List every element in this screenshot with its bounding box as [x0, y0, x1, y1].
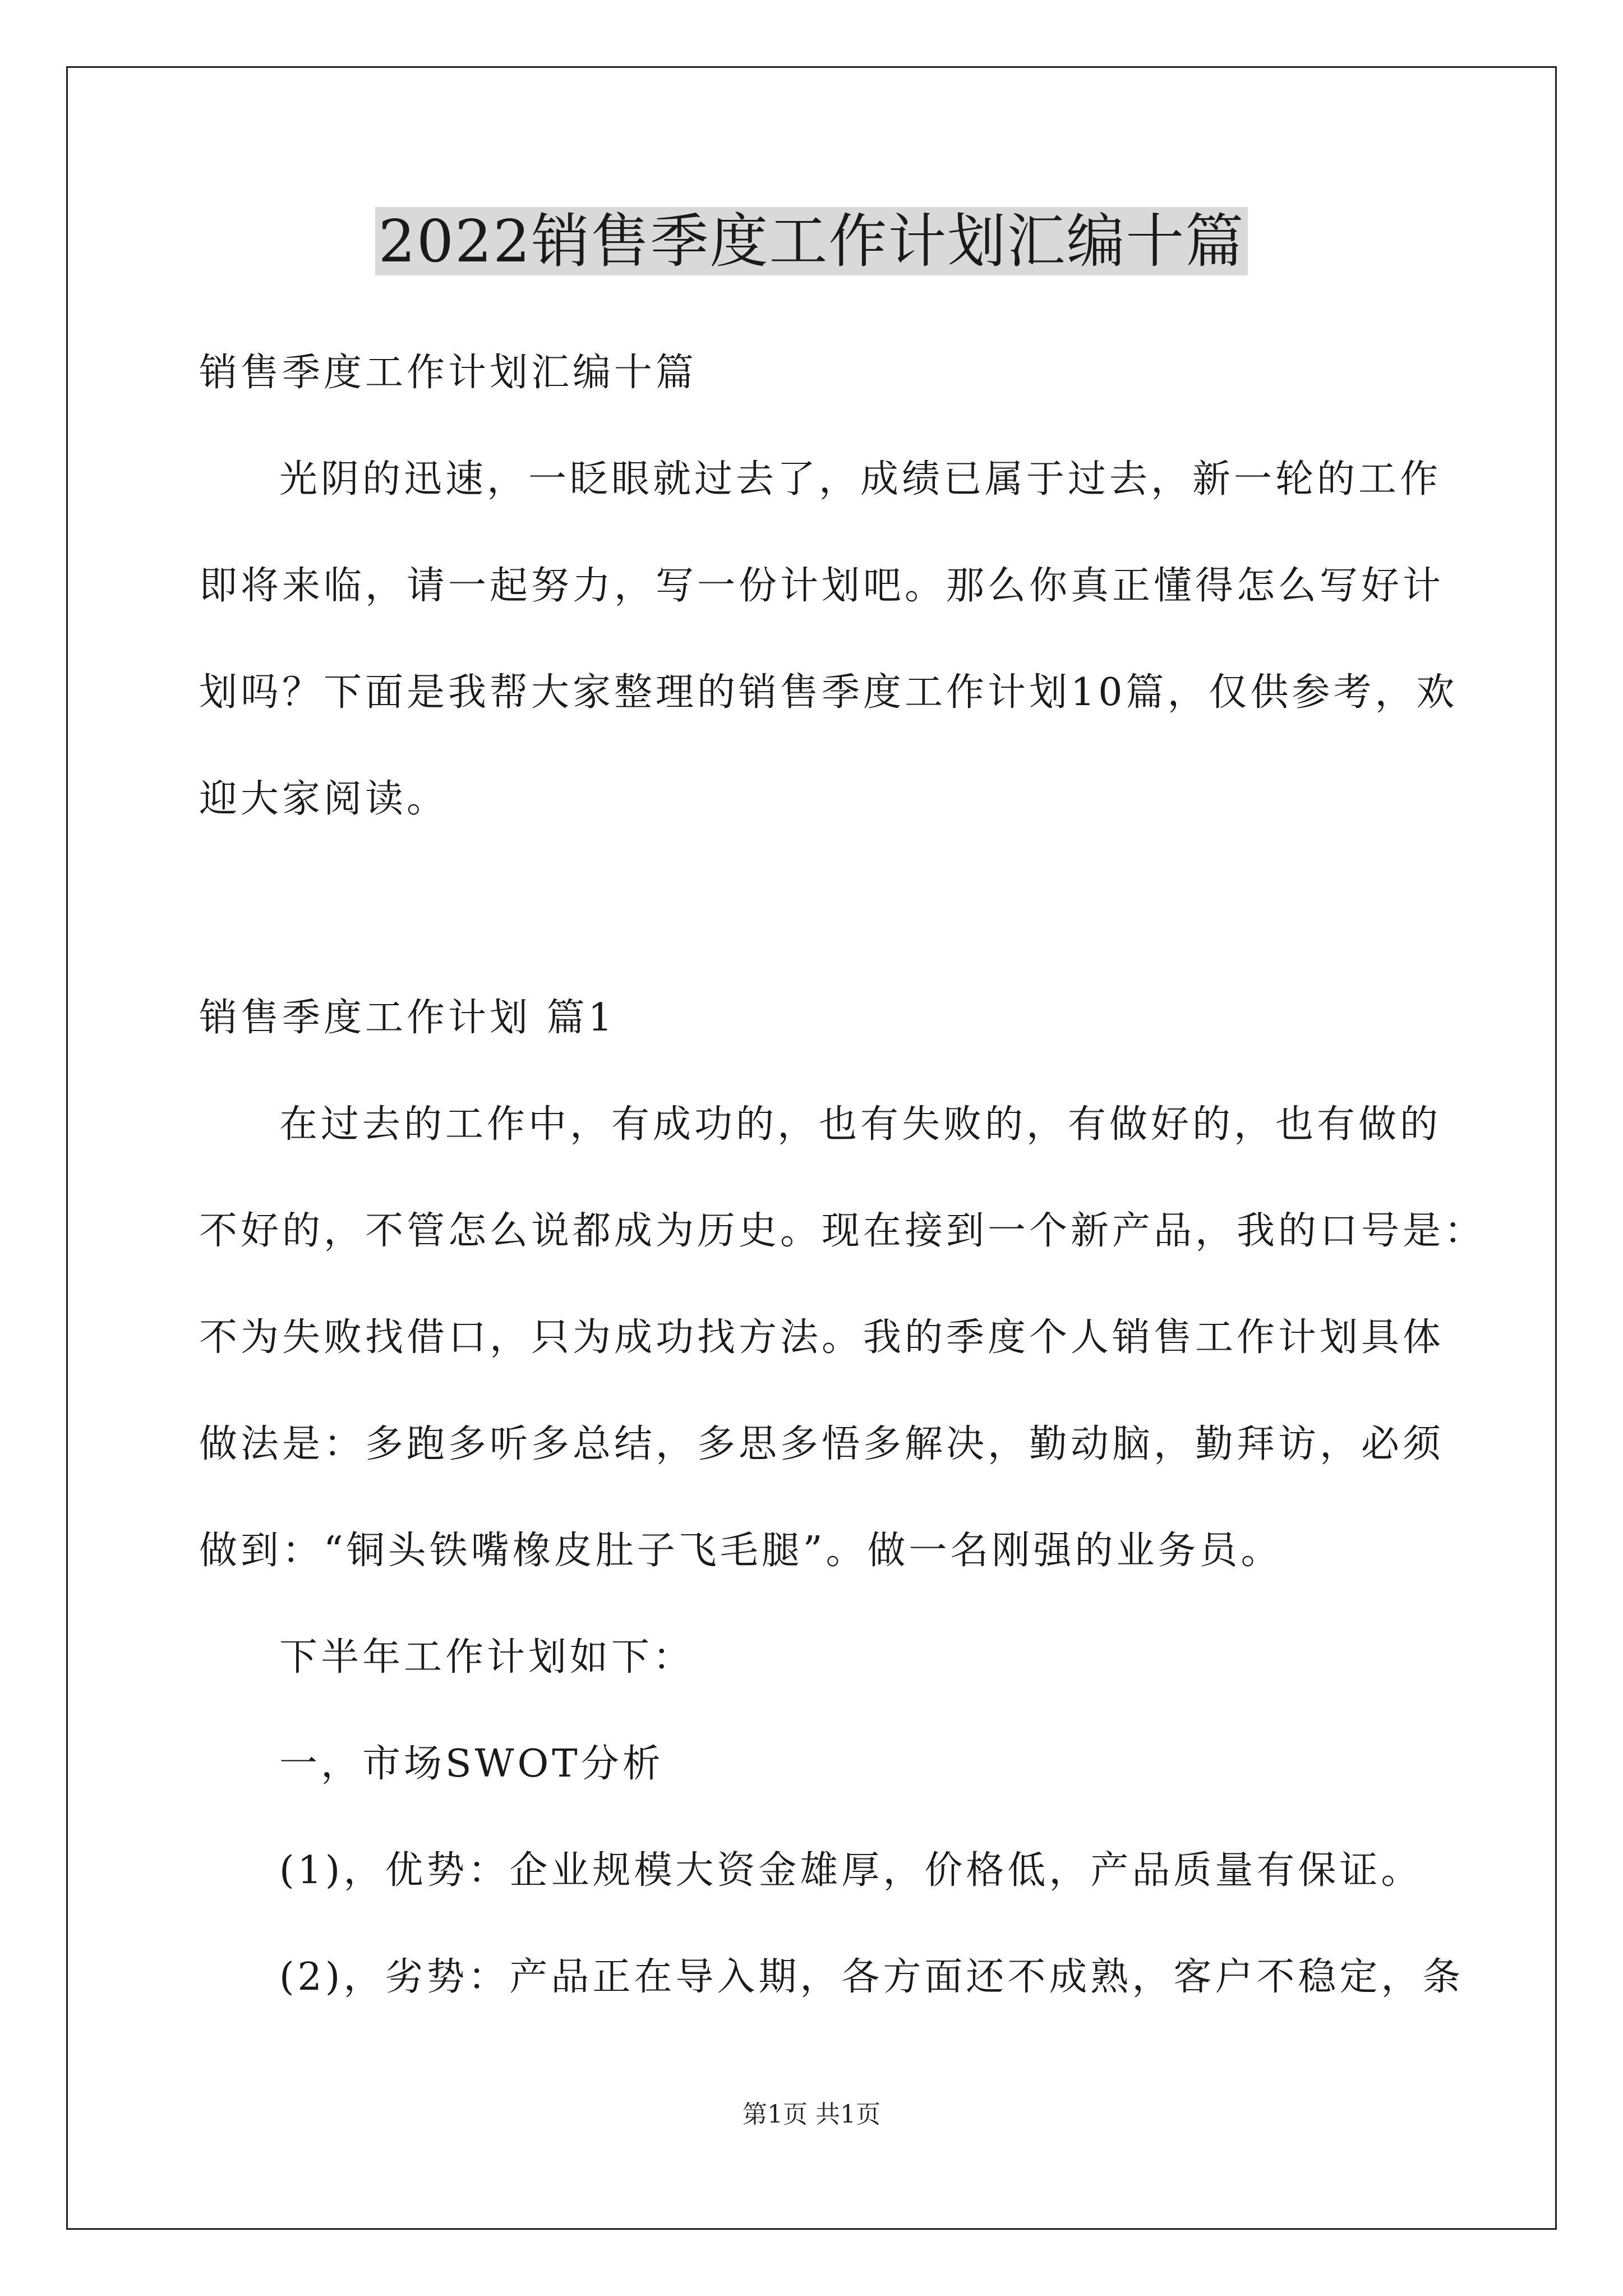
intro-line: 光阴的迅速，一眨眼就过去了，成绩已属于过去，新一轮的工作: [279, 457, 1442, 501]
section-line: 做法是：多跑多听多总结，多思多悟多解决，勤动脑，勤拜访，必须: [199, 1422, 1445, 1466]
document-title: 2022销售季度工作计划汇编十篇: [0, 202, 1623, 280]
intro-line: 即将来临，请一起努力，写一份计划吧。那么你真正懂得怎么写好计: [199, 564, 1445, 608]
intro-line: 迎大家阅读。: [199, 777, 449, 821]
section-line: 做到：“铜头铁嘴橡皮肚子飞毛腿”。做一名刚强的业务员。: [199, 1529, 1283, 1573]
section-line: 一，市场SWOT分析: [279, 1742, 664, 1786]
section-line: 在过去的工作中，有成功的，也有失败的，有做好的，也有做的: [279, 1102, 1442, 1147]
section-line: 不为失败找借口，只为成功找方法。我的季度个人销售工作计划具体: [199, 1315, 1445, 1360]
section-line: 不好的，不管怎么说都成为历史。现在接到一个新产品，我的口号是：: [199, 1209, 1486, 1253]
section-line: (2)，劣势：产品正在导入期，各方面还不成熟，客户不稳定，条: [279, 1955, 1464, 1999]
section-line: (1)，优势：企业规模大资金雄厚，价格低，产品质量有保证。: [279, 1848, 1423, 1893]
page-number-footer: 第1页 共1页: [743, 2100, 880, 2129]
section-line: 下半年工作计划如下：: [279, 1635, 695, 1680]
section-heading: 销售季度工作计划 篇1: [199, 996, 616, 1040]
intro-line: 划吗？下面是我帮大家整理的销售季度工作计划10篇，仅供参考，欢: [199, 670, 1458, 715]
document-subtitle: 销售季度工作计划汇编十篇: [199, 351, 698, 395]
